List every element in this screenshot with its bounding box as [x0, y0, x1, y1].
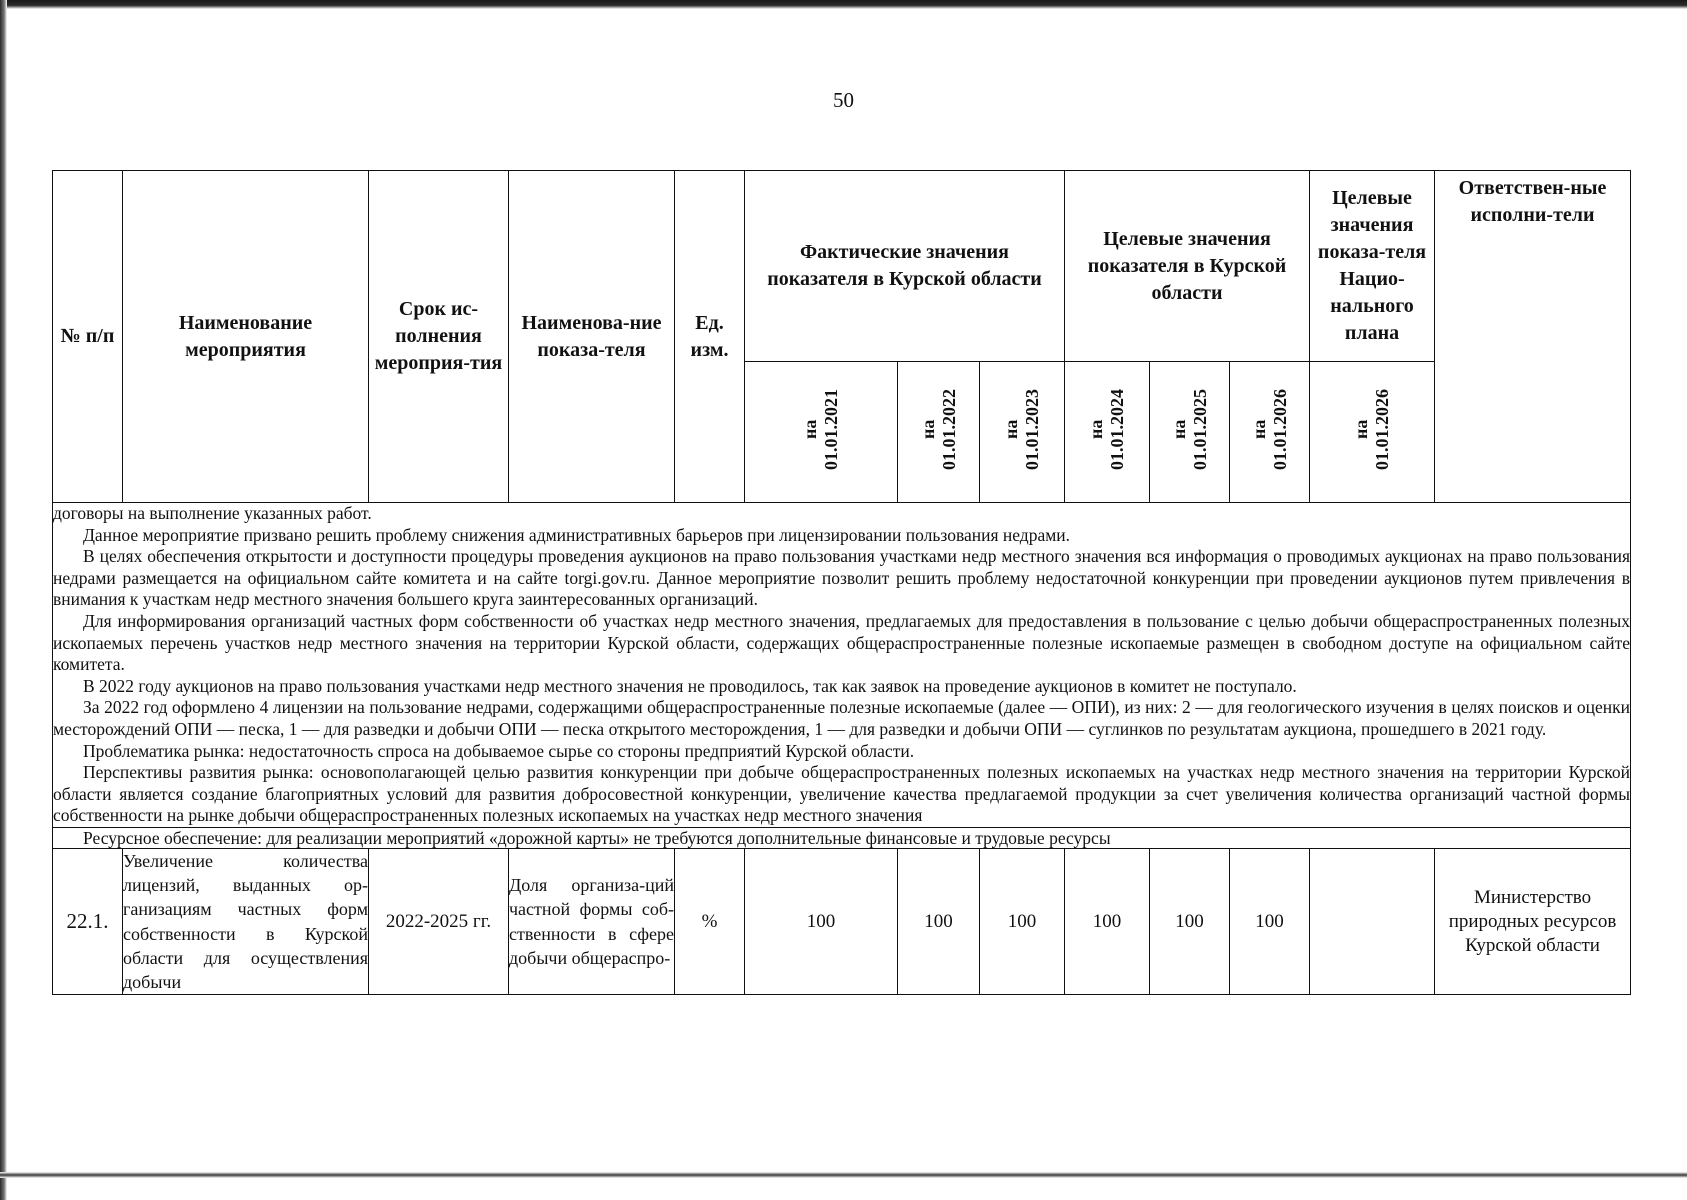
header-date-2025 [1150, 362, 1230, 503]
header-date-2021 [745, 362, 898, 503]
row-event-name: Увеличение количества лицензий, выданных ор-ганизациям частных форм собственности в Курской области для осуществления добычи [123, 848, 369, 994]
header-date-2023 [980, 362, 1065, 503]
roadmap-table [52, 170, 1631, 995]
header-num: № п/п [53, 171, 123, 503]
row-value-2026: 100 [1230, 848, 1310, 994]
row-term: 2022-2025 гг. [369, 848, 509, 994]
header-date-2024 [1065, 362, 1150, 503]
header-actual-values: Фактические значения показателя в Курской области [745, 171, 1065, 362]
row-value-2024: 100 [1065, 848, 1150, 994]
header-event-name: Наименование мероприятия [123, 171, 369, 503]
paragraph: Перспективы развития рынка: основополагающей целью развития конкуренции при добыче общераспространенных полезных ископаемых на участках недр местного значения на территории Курской области является создание благоприятных условий для развития добросовестной конкуренции, увеличение качества предлагаемой продукции за счет увеличения количества организаций частной формы собственности на рынке добычи общераспространенных полезных ископаемых на участках недр местного значения [53, 762, 1631, 826]
row-value-2023: 100 [980, 848, 1065, 994]
paragraph: В 2022 году аукционов на право пользования участками недр местного значения не проводилось, так как заявок на проведение аукционов в комитет не поступало. [83, 675, 1297, 696]
row-value-2022: 100 [898, 848, 980, 994]
row-responsible: Министерство природных ресурсов Курской области [1435, 848, 1631, 994]
header-date-2022 [898, 362, 980, 503]
date-label: на 01.01.2026 [1351, 389, 1393, 470]
row-value-2021: 100 [745, 848, 898, 994]
header-row-1 [53, 171, 1631, 362]
scan-edge-bottom [0, 1172, 1687, 1178]
paragraph: Проблематика рынка: недостаточность спроса на добываемое сырье со стороны предприятий Курской области. [83, 740, 915, 761]
date-label: на 01.01.2026 [1248, 389, 1290, 470]
header-term: Срок ис-полнения мероприя-тия [369, 171, 509, 503]
header-date-national-2026 [1310, 362, 1435, 503]
row-value-national [1310, 848, 1435, 994]
paragraph: За 2022 год оформлено 4 лицензии на пользование недрами, содержащими общераспространенные полезные ископаемые (далее — ОПИ), из них: 2 — для геологического изучения в целях поисков и оценки месторождений ОПИ — песка, 1 — для разведки и добычи ОПИ — песка открытого месторождения, 1 — для разведки и добычи ОПИ — суглинков по результатам аукциона, прошедшего в 2021 году. [53, 697, 1631, 739]
header-unit: Ед. изм. [675, 171, 745, 503]
header-indicator-name: Наименова-ние показа-теля [509, 171, 675, 503]
date-label: на 01.01.2022 [917, 389, 959, 470]
scan-edge-top [0, 0, 1687, 9]
paragraph: Для информирования организаций частных форм собственности об участках недр местного значения, предлагаемых для предоставления в пользование с целью добычи общераспространенных полезных ископаемых перечень участков недр местного значения на территории Курской области, содержащих общераспространенные полезные ископаемые размещен в свободном доступе на официальном сайте комитета. [53, 610, 1631, 675]
row-value-2025: 100 [1150, 848, 1230, 994]
date-label: на 01.01.2024 [1086, 389, 1127, 470]
resource-text: Ресурсное обеспечение: для реализации мероприятий «дорожной карты» не требуются дополнительные финансовые и трудовые ресурсы [53, 827, 1631, 848]
paragraph: Данное мероприятие призвано решить проблему снижения административных барьеров при лицензировании пользования недрами. [83, 524, 1071, 545]
description-text [53, 503, 1631, 828]
row-num: 22.1. [53, 848, 123, 994]
scan-edge-left [0, 0, 7, 1200]
row-indicator-name: Доля организа-ций частной формы соб-ственности в сфере добычи общераспро- [509, 848, 675, 994]
header-target-values: Целевые значения показателя в Курской области [1065, 171, 1310, 362]
paragraph: договоры на выполнение указанных работ. [53, 503, 372, 523]
header-date-2026 [1230, 362, 1310, 503]
resource-row [53, 827, 1631, 848]
header-responsible: Ответствен-ные исполни-тели [1435, 171, 1631, 503]
date-label: на 01.01.2025 [1168, 389, 1210, 470]
description-row [53, 503, 1631, 828]
row-unit: % [675, 848, 745, 994]
page-number: 50 [833, 88, 854, 112]
header-national-target: Целевые значения показа-теля Нацио-нального плана [1310, 171, 1435, 362]
date-label: на 01.01.2021 [800, 389, 841, 470]
date-label: на 01.01.2023 [1001, 389, 1042, 470]
table-row [53, 848, 1631, 994]
paragraph: В целях обеспечения открытости и доступности процедуры проведения аукционов на право пользования участками недр местного значения вся информация о проводимых аукционах на право пользования недрами размещается на официальном сайте комитета и на сайте torgi.gov.ru. Данное мероприятие позволит решить проблему недостаточной конкуренции при проведении аукционов путем привлечения в внимания к участкам недр местного значения большего круга заинтересованных организаций. [53, 546, 1631, 610]
